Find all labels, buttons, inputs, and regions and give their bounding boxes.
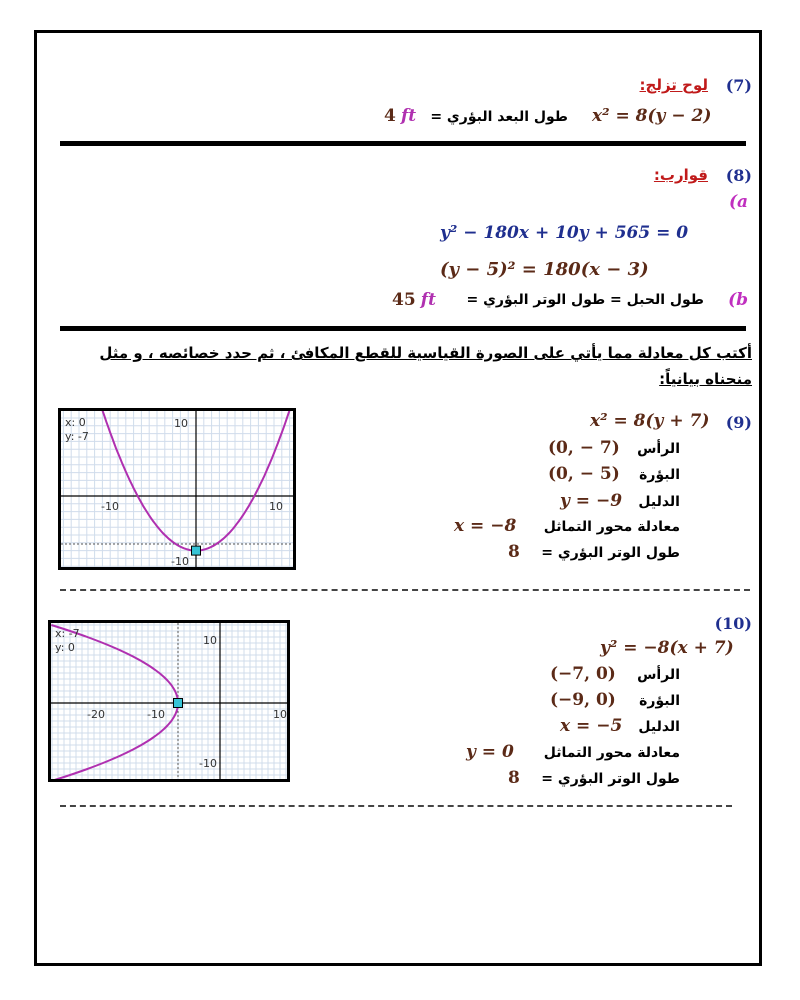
q10-tick-x-m20: -20 [87,708,105,721]
q8-equation-general: y² − 180x + 10y + 565 = 0 [440,223,689,243]
q9-focus-value: (0, − 5) [548,464,620,484]
q10-axis-label: معادلة محور التماثل [543,745,680,761]
q10-directrix-value: x = −5 [560,716,623,736]
q9-graph-svg [61,411,293,567]
q7-title: لوح تزلج: [639,76,708,94]
instructions: أكتب كل معادلة مما يأتي على الصورة القياسية للقطع المكافئ ، ثم حدد خصائصه ، و مثل منحناه بيانياً: [99,344,752,388]
q8-part-b-result [392,290,436,310]
q9-axis-value: x = −8 [454,516,517,536]
q9-vertex-marker [192,546,201,555]
q10-vertex-label: الرأس [637,667,680,683]
q9-vertex-label: الرأس [637,441,680,457]
q9-directrix-label: الدليل [638,494,680,510]
q10-tick-y-pos: 10 [203,634,217,647]
q10-readout-y: y: 0 [55,641,75,654]
q7-number: (7) [725,76,752,95]
q8-title: قوارب: [653,166,708,184]
divider [60,141,746,146]
q9-tick-x-neg: -10 [101,500,119,513]
q9-latus-label: طول الوتر البؤري = [541,545,680,561]
q10-readout-x: x: -7 [55,627,80,640]
q9-equation: x² = 8(y + 7) [590,411,710,431]
q10-tick-y-neg: -10 [199,757,217,770]
q10-number: (10) [714,614,752,633]
dashed-separator [60,805,732,807]
q10-focus-value: (−9, 0) [550,690,616,710]
q8-number: (8) [725,166,752,185]
q7-equation: x² = 8(y − 2) [592,106,712,126]
q10-directrix-label: الدليل [638,719,680,735]
q9-focus-label: البؤرة [639,467,680,483]
q10-focus-label: البؤرة [639,693,680,709]
q9-tick-y-pos: 10 [174,417,188,430]
q9-number: (9) [725,413,752,432]
dashed-separator [60,589,750,591]
q8-part-b-label: طول الحبل = طول الوتر البؤري = [466,292,704,308]
q7-value: 4 [384,106,396,126]
q10-latus-label: طول الوتر البؤري = [541,771,680,787]
q10-axis-value: y = 0 [466,742,514,762]
q7-unit: ft [400,106,417,126]
q10-vertex-value: (−7, 0) [550,664,616,684]
q10-vertex-marker [174,699,183,708]
q9-directrix-value: y = −9 [560,491,623,511]
q9-latus-value: 8 [508,542,520,562]
q9-vertex-value: (0, − 7) [548,438,620,458]
q8-equation-standard: (y − 5)² = 180(x − 3) [440,259,649,280]
q9-tick-y-neg: -10 [171,555,189,567]
q10-equation: y² = −8(x + 7) [600,638,734,658]
q10-graph-svg [51,623,287,779]
q8-part-b-value: 45 [392,290,416,310]
q8-part-b-unit: ft [420,290,436,310]
q9-readout-x: x: 0 [65,416,86,429]
q8-part-b-letter: (b [728,290,748,310]
q9-graph [58,408,296,570]
q9-tick-x-pos: 10 [269,500,283,513]
q10-tick-x-m10: -10 [147,708,165,721]
q10-tick-x-10: 10 [273,708,287,721]
q8-part-a-letter: (a [728,192,748,212]
q7-result [384,106,416,126]
q7-label: طول البعد البؤري = [430,109,568,125]
q10-graph [48,620,290,782]
divider [60,326,746,331]
q9-readout-y: y: -7 [65,430,89,443]
q10-latus-value: 8 [508,768,520,788]
q9-axis-label: معادلة محور التماثل [543,519,680,535]
